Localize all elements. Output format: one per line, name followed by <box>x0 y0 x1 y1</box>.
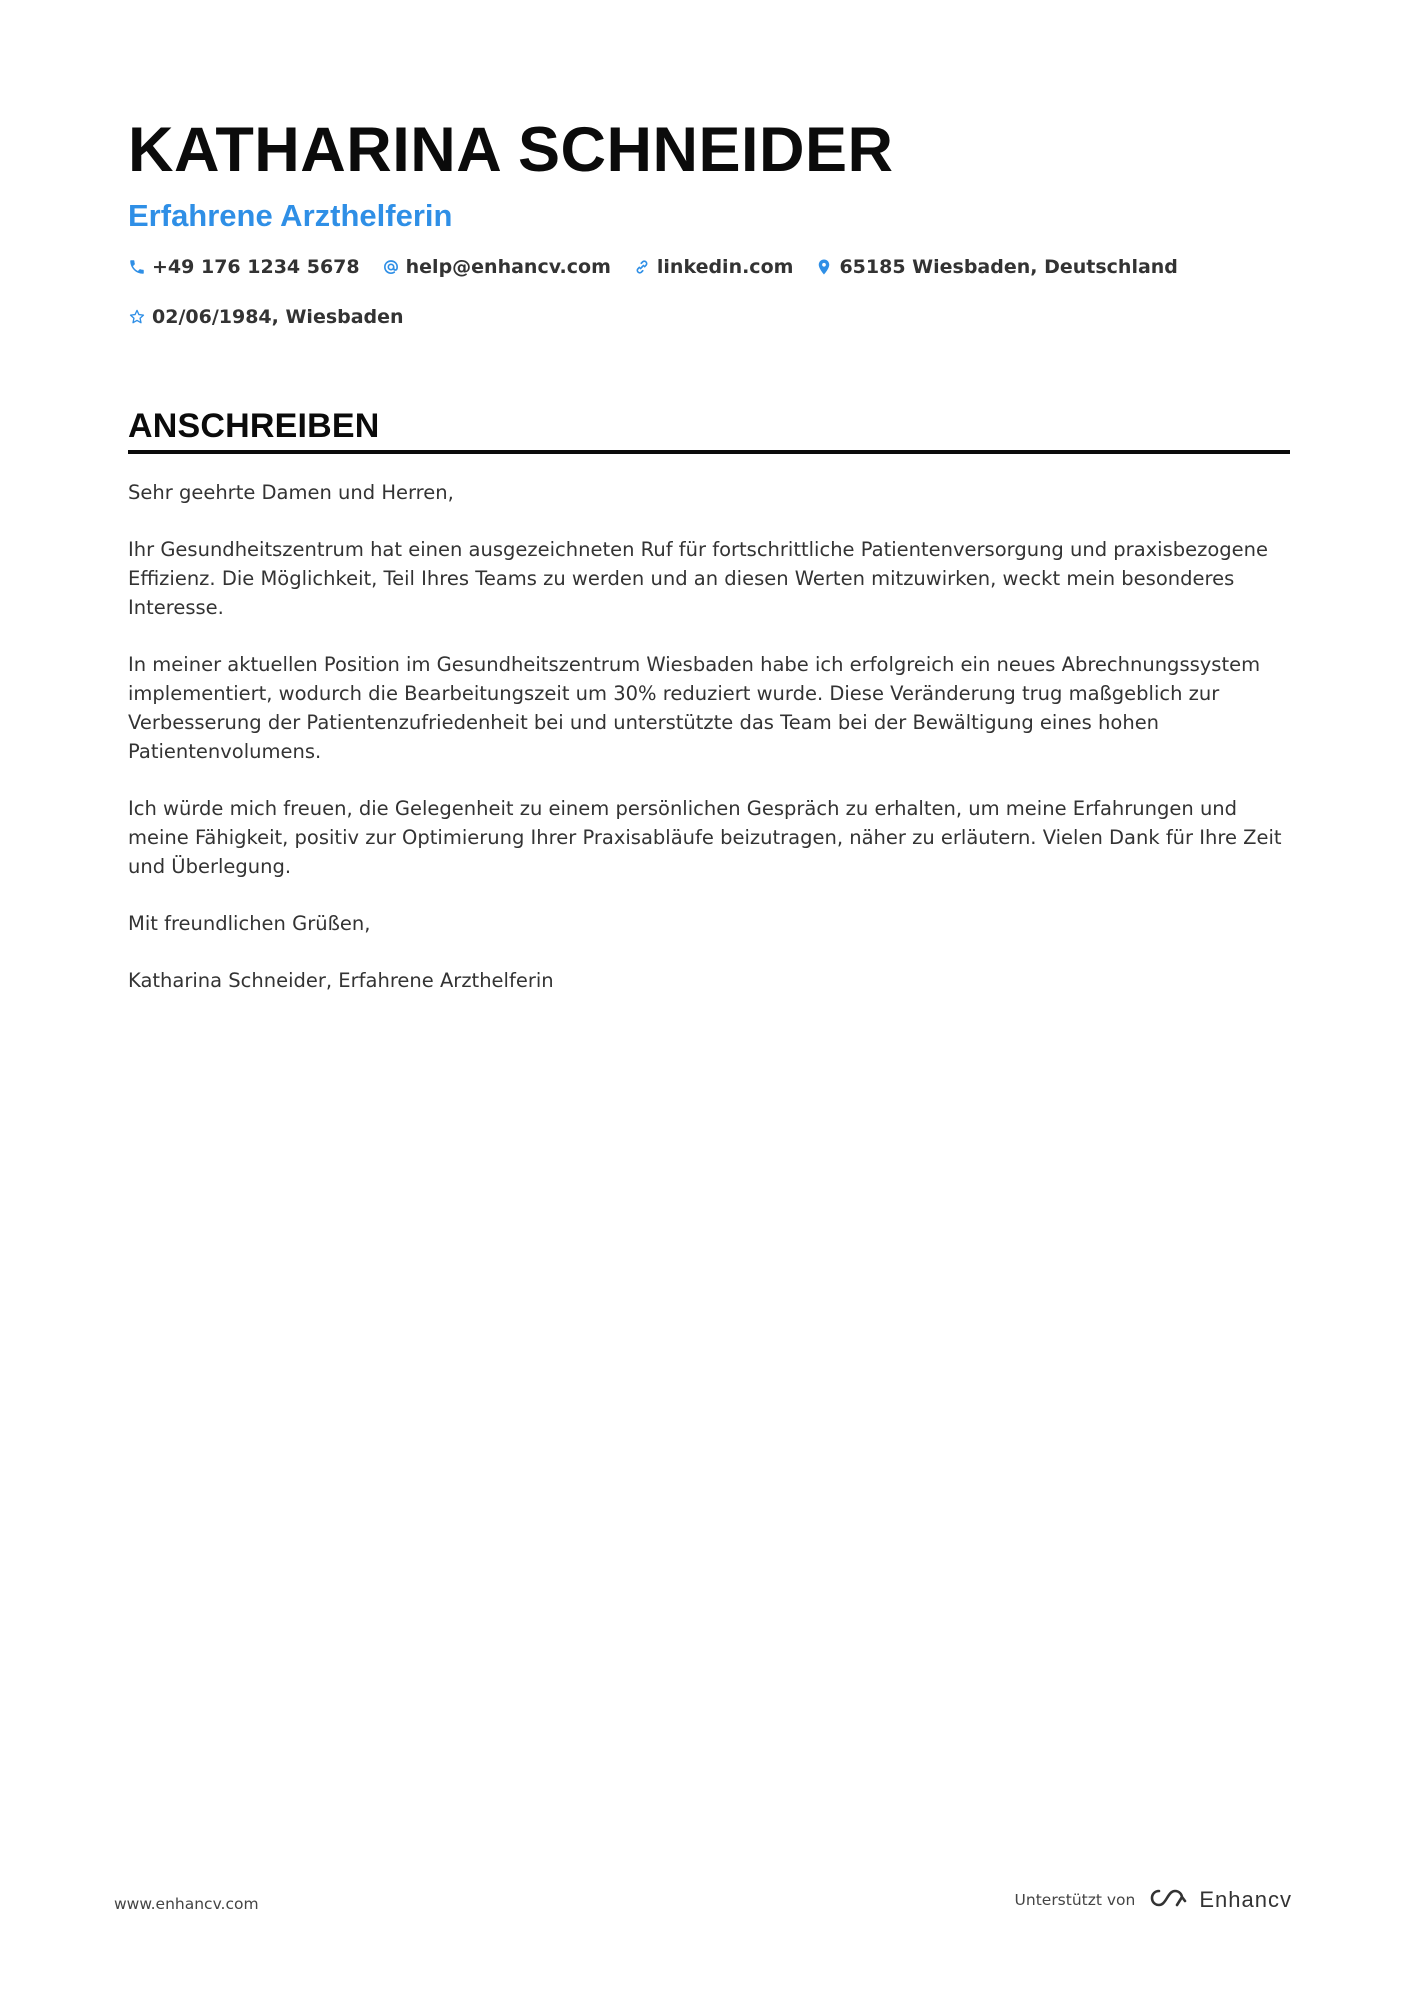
enhancv-logo[interactable] <box>1147 1886 1292 1914</box>
letter-closing: Mit freundlichen Grüßen, <box>128 912 371 935</box>
email-text[interactable]: help@enhancv.com <box>405 256 611 278</box>
at-icon <box>382 258 400 276</box>
enhancv-logo-icon <box>1147 1886 1191 1914</box>
letter-paragraph-3: Ich würde mich freuen, die Gelegenheit zu einem persönlichen Gespräch zu erhalten, um meine Erfahrungen und meine Fähigkeit, positiv zur Optimierung Ihrer Praxisabläufe beizutragen, näher zu erläutern. Vielen Dank für Ihre Zeit und Überlegung. <box>128 797 1282 878</box>
phone-text: +49 176 1234 5678 <box>152 256 360 278</box>
birth-text: 02/06/1984, Wiesbaden <box>152 306 404 328</box>
contact-link[interactable] <box>633 254 794 280</box>
letter-greeting: Sehr geehrte Damen und Herren, <box>128 481 454 504</box>
section-title: ANSCHREIBEN <box>128 407 380 445</box>
contact-email[interactable] <box>382 254 611 280</box>
star-icon <box>128 308 146 326</box>
link-text[interactable]: linkedin.com <box>656 256 794 278</box>
contact-location <box>815 254 1177 280</box>
phone-icon <box>128 258 146 276</box>
contact-list <box>128 254 1228 330</box>
location-text: 65185 Wiesbaden, Deutschland <box>839 256 1178 278</box>
section-divider <box>128 450 1290 454</box>
logo-text: Enhancv <box>1199 1887 1292 1912</box>
link-icon <box>633 258 651 276</box>
footer-website[interactable]: www.enhancv.com <box>114 1895 259 1913</box>
contact-phone <box>128 254 360 280</box>
letter-paragraph-2: In meiner aktuellen Position im Gesundheitszentrum Wiesbaden habe ich erfolgreich ein neues Abrechnungssystem implementiert, wodurch die Bearbeitungszeit um 30% reduziert wurde. Diese Veränderung trug maßgeblich zur Verbesserung der Patientenzufriedenheit bei und unterstützte das Team bei der Bewältigung eines hohen Patientenvolumens. <box>128 653 1261 763</box>
header <box>128 112 1288 330</box>
candidate-name: KATHARINA SCHNEIDER <box>128 115 894 185</box>
footer-branding <box>1015 1886 1292 1914</box>
letter-signature: Katharina Schneider, Erfahrene Arzthelferin <box>128 969 554 992</box>
location-pin-icon <box>815 258 833 276</box>
powered-by-label: Unterstützt von <box>1014 1891 1136 1909</box>
contact-birth <box>128 304 404 330</box>
letter-paragraph-1: Ihr Gesundheitszentrum hat einen ausgezeichneten Ruf für fortschrittliche Patientenversorgung und praxisbezogene Effizienz. Die Möglichkeit, Teil Ihres Teams zu werden und an diesen Werten mitzuwirken, weckt mein besonderes Interesse. <box>128 538 1269 619</box>
candidate-title: Erfahrene Arzthelferin <box>128 198 453 233</box>
letter-body <box>128 478 1296 1023</box>
